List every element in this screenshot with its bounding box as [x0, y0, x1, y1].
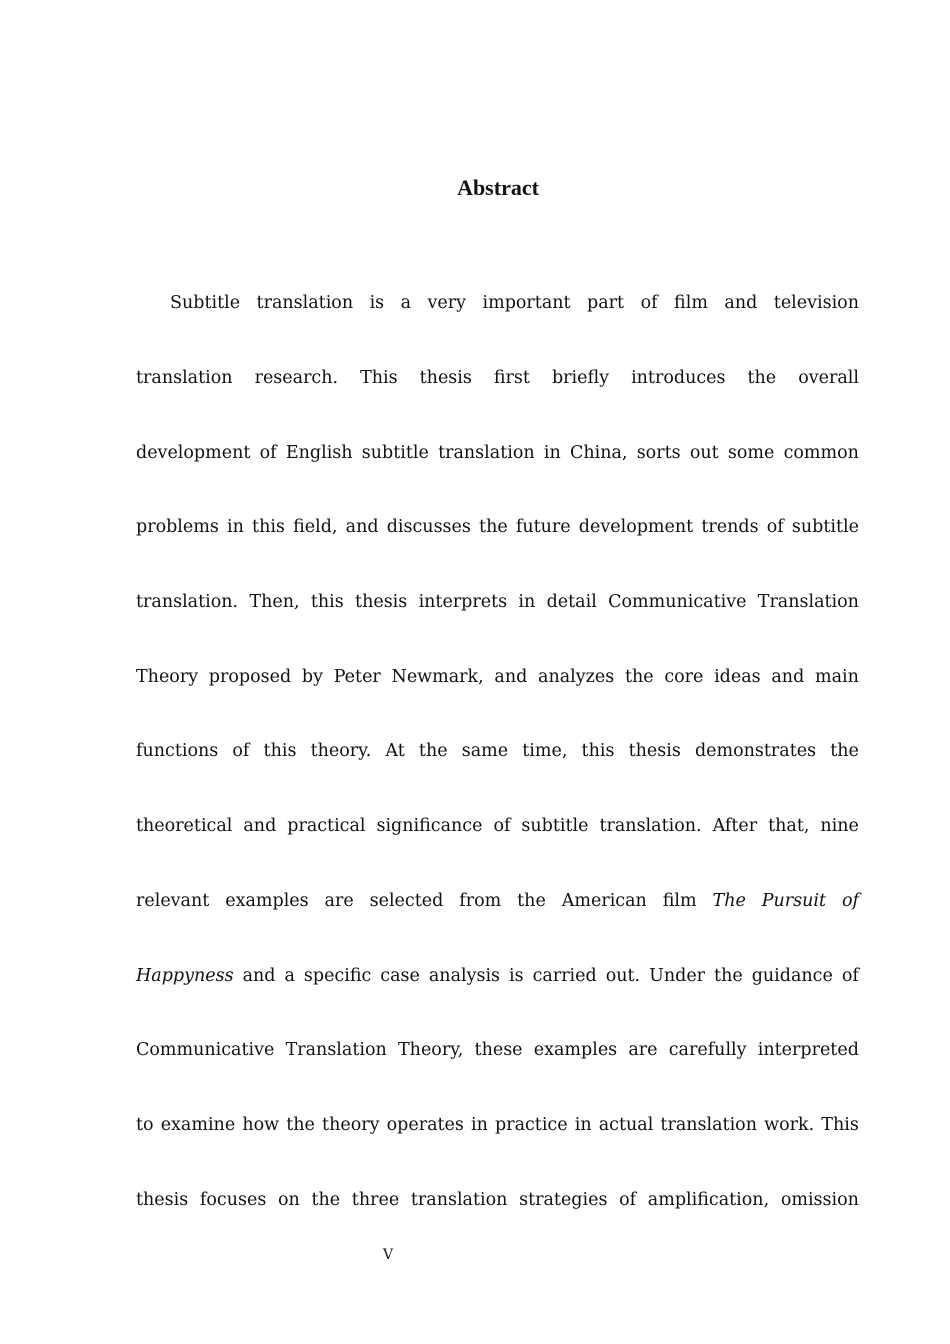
text-line	[136, 864, 859, 939]
text-line	[136, 1088, 859, 1163]
word: Theory	[136, 666, 199, 687]
word: part	[587, 293, 625, 314]
word: American	[561, 890, 647, 911]
word: subtitle	[361, 442, 429, 463]
word: carefully	[668, 1040, 747, 1061]
word: Theory,	[398, 1040, 464, 1061]
word: discusses	[386, 517, 471, 538]
word: Translation	[285, 1040, 387, 1061]
word: this	[310, 592, 344, 613]
word: development	[136, 442, 251, 463]
word: how	[242, 1114, 280, 1135]
word: Then,	[249, 592, 300, 613]
text-line	[136, 565, 859, 640]
word: is	[369, 293, 385, 314]
word: from	[459, 890, 502, 911]
text-line	[136, 938, 859, 1013]
word: relevant	[136, 890, 210, 911]
word: and	[724, 293, 758, 314]
word: this	[252, 517, 285, 538]
word: At	[385, 741, 405, 762]
word: overall	[798, 368, 859, 389]
word: and	[345, 517, 379, 538]
word: thesis	[136, 1189, 189, 1210]
word: case	[380, 965, 420, 986]
word: translation	[136, 368, 233, 389]
word: functions	[136, 741, 219, 762]
word: operates	[386, 1114, 464, 1135]
word: interprets	[418, 592, 508, 613]
word: in	[227, 517, 244, 538]
word: demonstrates	[694, 741, 817, 762]
word: interpreted	[757, 1040, 859, 1061]
word: practical	[287, 816, 366, 837]
word: After	[712, 816, 758, 837]
word: introduces	[631, 368, 726, 389]
word: thesis	[355, 592, 408, 613]
word: practice	[495, 1114, 568, 1135]
word: selected	[369, 890, 444, 911]
word: these	[474, 1040, 523, 1061]
word: are	[628, 1040, 658, 1061]
word: specific	[303, 965, 372, 986]
word: Communicative	[136, 1040, 275, 1061]
word: theoretical	[136, 816, 233, 837]
word: English	[285, 442, 353, 463]
word: future	[515, 517, 571, 538]
word: is	[509, 965, 524, 986]
word: television	[773, 293, 859, 314]
word: of	[232, 741, 250, 762]
word: theory.	[310, 741, 372, 762]
word: detail	[546, 592, 597, 613]
word: research.	[254, 368, 339, 389]
word: examine	[160, 1114, 236, 1135]
word: the	[311, 1189, 341, 1210]
word: of	[766, 517, 784, 538]
word: of	[640, 293, 658, 314]
word: this	[263, 741, 297, 762]
word: work.	[764, 1114, 815, 1135]
word: amplification,	[647, 1189, 770, 1210]
word: analyzes	[538, 666, 615, 687]
word: by	[301, 666, 323, 687]
word: out.	[605, 965, 641, 986]
word: significance	[376, 816, 483, 837]
abstract-heading: Abstract	[457, 175, 539, 200]
word: Under	[649, 965, 706, 986]
word: development	[578, 517, 694, 538]
word: in	[574, 1114, 592, 1135]
word: important	[482, 293, 571, 314]
word: nine	[820, 816, 859, 837]
word: the	[624, 666, 654, 687]
text-line	[136, 341, 859, 416]
word: core	[664, 666, 704, 687]
word: and	[494, 666, 528, 687]
word: the	[517, 890, 546, 911]
word: of	[619, 1189, 637, 1210]
word: in	[518, 592, 536, 613]
word: thesis	[419, 368, 472, 389]
word: subtitle	[791, 517, 859, 538]
word: ideas	[714, 666, 761, 687]
text-line	[136, 415, 859, 490]
word: three	[351, 1189, 400, 1210]
word: problems	[136, 517, 219, 538]
word: a	[400, 293, 412, 314]
text-line	[136, 1013, 859, 1088]
word: very	[427, 293, 467, 314]
word: translation	[660, 1114, 757, 1135]
word: out	[689, 442, 719, 463]
word: same	[461, 741, 509, 762]
film-title-word: of	[841, 890, 859, 911]
word: Translation	[757, 592, 859, 613]
word: of	[841, 965, 859, 986]
word: are	[324, 890, 354, 911]
word: the	[714, 965, 743, 986]
word: Newmark,	[391, 666, 484, 687]
word: and	[242, 965, 276, 986]
word: the	[747, 368, 777, 389]
word: the	[479, 517, 508, 538]
text-line	[136, 266, 859, 341]
word: and	[771, 666, 805, 687]
word: examples	[225, 890, 309, 911]
word: field,	[293, 517, 338, 538]
word: Subtitle	[170, 293, 241, 314]
text-line	[136, 789, 859, 864]
word: theory	[322, 1114, 380, 1135]
word: the	[418, 741, 448, 762]
word: Communicative	[608, 592, 747, 613]
word: thesis	[628, 741, 681, 762]
word: Peter	[333, 666, 381, 687]
word: focuses	[199, 1189, 267, 1210]
word: common	[783, 442, 859, 463]
word: actual	[598, 1114, 654, 1135]
word: this	[581, 741, 615, 762]
word: in	[543, 442, 561, 463]
word: time,	[522, 741, 568, 762]
word: proposed	[208, 666, 292, 687]
text-line	[136, 714, 859, 789]
text-line	[136, 639, 859, 714]
word: first	[493, 368, 530, 389]
word: China,	[569, 442, 628, 463]
word: translation	[438, 442, 535, 463]
word: carried	[532, 965, 597, 986]
word: film	[662, 890, 697, 911]
word: translation.	[599, 816, 702, 837]
word: the	[830, 741, 859, 762]
word: some	[727, 442, 775, 463]
word: the	[286, 1114, 315, 1135]
word: to	[136, 1114, 154, 1135]
word: translation	[410, 1189, 508, 1210]
word: trends	[701, 517, 759, 538]
word: analysis	[428, 965, 501, 986]
word: film	[674, 293, 708, 314]
film-title-word: Happyness	[136, 965, 234, 986]
word: on	[277, 1189, 300, 1210]
word: strategies	[519, 1189, 608, 1210]
word: in	[471, 1114, 488, 1135]
abstract-body	[136, 266, 859, 1237]
word: examples	[533, 1040, 618, 1061]
film-title-word: Pursuit	[761, 890, 827, 911]
word: and	[243, 816, 277, 837]
word: subtitle	[521, 816, 589, 837]
page-number: V	[382, 1247, 394, 1263]
word: translation	[256, 293, 354, 314]
text-line	[136, 490, 859, 565]
word: sorts	[636, 442, 681, 463]
word: a	[284, 965, 295, 986]
word: main	[814, 666, 859, 687]
word: omission	[780, 1189, 859, 1210]
word: briefly	[551, 368, 610, 389]
word: guidance	[751, 965, 833, 986]
word: of	[259, 442, 277, 463]
word: translation.	[136, 592, 239, 613]
text-line	[136, 1162, 859, 1237]
word: This	[821, 1114, 859, 1135]
word: of	[493, 816, 511, 837]
word: that,	[768, 816, 810, 837]
word: This	[360, 368, 398, 389]
film-title-word: The	[712, 890, 746, 911]
